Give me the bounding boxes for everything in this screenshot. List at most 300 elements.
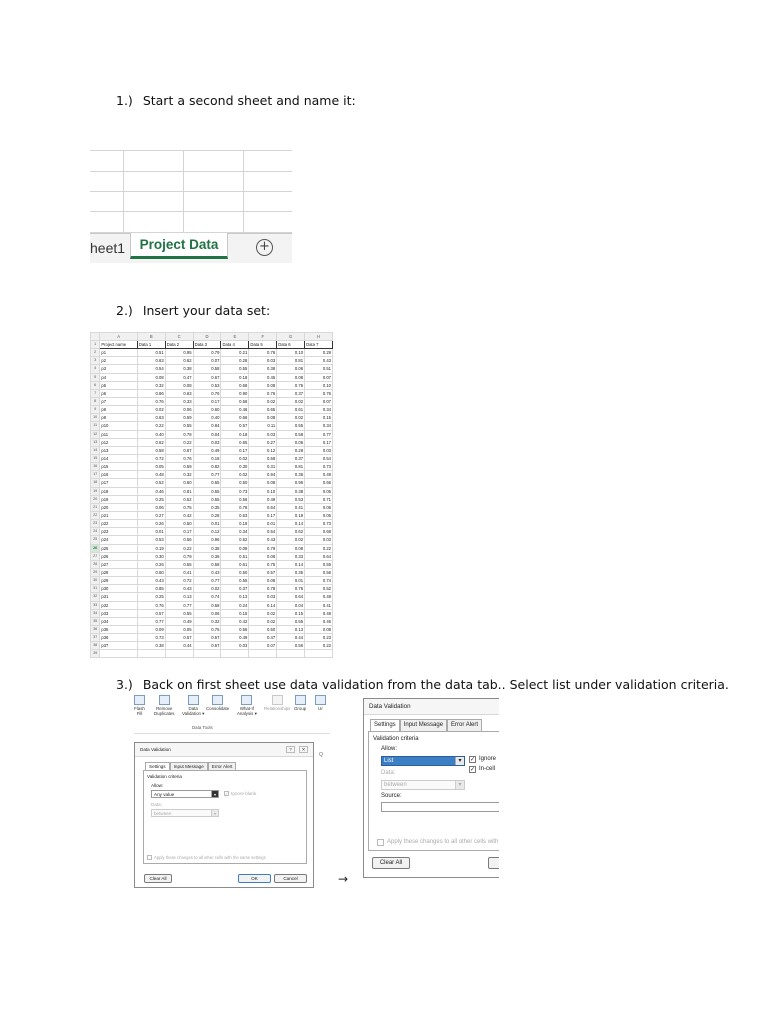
column-letter[interactable]: G — [277, 333, 305, 341]
data-cell[interactable]: p9 — [100, 414, 137, 422]
data-cell[interactable]: 0.02 — [221, 471, 249, 479]
data-cell[interactable]: p27 — [100, 560, 137, 568]
data-cell[interactable]: 0.58 — [221, 397, 249, 405]
data-cell[interactable]: 0.58 — [137, 446, 165, 454]
data-cell[interactable]: 0.58 — [193, 601, 221, 609]
data-cell[interactable]: p20 — [100, 503, 137, 511]
row-number[interactable]: 16 — [91, 463, 100, 471]
data-cell[interactable]: 0.06 — [305, 503, 333, 511]
data-cell[interactable]: 0.07 — [305, 373, 333, 381]
data-dropdown[interactable] — [151, 809, 219, 817]
row-number[interactable]: 34 — [91, 609, 100, 617]
data-cell[interactable]: p33 — [100, 609, 137, 617]
row-number[interactable]: 10 — [91, 414, 100, 422]
data-cell[interactable]: 0.01 — [193, 520, 221, 528]
data-cell[interactable]: 0.57 — [193, 642, 221, 650]
data-cell[interactable]: 0.55 — [165, 560, 193, 568]
data-cell[interactable]: 0.81 — [277, 463, 305, 471]
data-cell[interactable]: p1 — [100, 349, 137, 357]
column-letter[interactable]: D — [193, 333, 221, 341]
data-cell[interactable]: p13 — [100, 446, 137, 454]
data-cell[interactable]: 0.46 — [137, 487, 165, 495]
data-cell[interactable]: 0.18 — [221, 430, 249, 438]
data-cell[interactable]: 0.34 — [305, 406, 333, 414]
data-cell[interactable]: 0.47 — [165, 373, 193, 381]
data-cell[interactable]: 0.54 — [137, 365, 165, 373]
data-cell[interactable]: 0.03 — [221, 642, 249, 650]
row-number[interactable]: 38 — [91, 642, 100, 650]
ribbon-button-2[interactable] — [154, 695, 175, 716]
data-cell[interactable]: 0.66 — [305, 479, 333, 487]
data-cell[interactable]: 0.82 — [193, 463, 221, 471]
data-cell[interactable]: 0.47 — [249, 634, 277, 642]
data-cell[interactable]: p36 — [100, 634, 137, 642]
data-cell[interactable]: 0.57 — [137, 609, 165, 617]
data-cell[interactable]: 0.31 — [249, 463, 277, 471]
data-cell[interactable]: 0.22 — [137, 422, 165, 430]
data-cell[interactable]: 0.51 — [137, 349, 165, 357]
data-cell[interactable]: 0.58 — [249, 454, 277, 462]
data-cell[interactable]: 0.08 — [277, 373, 305, 381]
header-cell[interactable]: Data 3 — [193, 341, 221, 349]
data-cell[interactable]: 0.81 — [165, 487, 193, 495]
apply-all-checkbox[interactable] — [377, 839, 384, 846]
data-cell[interactable]: 0.52 — [221, 536, 249, 544]
data-cell[interactable]: 0.68 — [305, 528, 333, 536]
data-cell[interactable]: 0.17 — [305, 438, 333, 446]
tab-settings[interactable]: Settings — [370, 719, 400, 731]
tab-input-message[interactable]: Input Message — [170, 762, 208, 770]
data-cell[interactable]: 0.85 — [137, 585, 165, 593]
data-cell[interactable]: p22 — [100, 520, 137, 528]
data-cell[interactable]: 0.05 — [165, 625, 193, 633]
data-cell[interactable]: 0.38 — [165, 365, 193, 373]
data-cell[interactable]: 0.57 — [249, 568, 277, 576]
data-cell[interactable]: 0.49 — [249, 495, 277, 503]
data-cell[interactable] — [249, 650, 277, 658]
data-cell[interactable]: p29 — [100, 577, 137, 585]
tab-error-alert[interactable]: Error Alert — [447, 719, 482, 731]
data-cell[interactable]: p31 — [100, 593, 137, 601]
data-cell[interactable]: 0.43 — [193, 568, 221, 576]
data-cell[interactable]: p4 — [100, 373, 137, 381]
data-cell[interactable]: 0.49 — [221, 634, 249, 642]
data-cell[interactable]: 0.62 — [277, 528, 305, 536]
data-cell[interactable]: p2 — [100, 357, 137, 365]
ribbon-button-6[interactable] — [264, 695, 290, 711]
data-cell[interactable]: 0.48 — [137, 471, 165, 479]
clear-all-button[interactable]: Clear All — [372, 857, 410, 869]
data-cell[interactable]: 0.32 — [165, 471, 193, 479]
chevron-down-icon[interactable]: ▾ — [455, 781, 464, 789]
data-cell[interactable]: 0.41 — [165, 568, 193, 576]
data-cell[interactable]: 0.13 — [165, 593, 193, 601]
header-cell[interactable]: Data 5 — [249, 341, 277, 349]
close-icon[interactable]: ✕ — [299, 746, 308, 753]
data-cell[interactable]: 0.40 — [137, 430, 165, 438]
ribbon-button-1[interactable] — [134, 695, 145, 716]
data-cell[interactable]: 0.76 — [277, 381, 305, 389]
data-cell[interactable]: 0.02 — [249, 397, 277, 405]
data-cell[interactable]: 0.21 — [221, 349, 249, 357]
data-cell[interactable]: 0.95 — [165, 349, 193, 357]
data-cell[interactable]: 0.22 — [305, 642, 333, 650]
data-cell[interactable]: 0.55 — [193, 495, 221, 503]
data-cell[interactable]: 0.12 — [193, 528, 221, 536]
row-number[interactable]: 4 — [91, 365, 100, 373]
row-number[interactable]: 23 — [91, 520, 100, 528]
data-cell[interactable]: 0.37 — [221, 585, 249, 593]
data-cell[interactable]: p14 — [100, 454, 137, 462]
row-number[interactable]: 13 — [91, 438, 100, 446]
data-cell[interactable]: 0.05 — [305, 487, 333, 495]
data-cell[interactable]: p19 — [100, 495, 137, 503]
data-cell[interactable]: p18 — [100, 487, 137, 495]
row-number[interactable]: 7 — [91, 389, 100, 397]
in-cell-dropdown-checkbox[interactable]: ✓ — [470, 767, 476, 773]
data-cell[interactable]: 0.44 — [165, 642, 193, 650]
data-cell[interactable]: 0.28 — [277, 446, 305, 454]
data-cell[interactable]: 0.68 — [221, 381, 249, 389]
tab-input-message[interactable]: Input Message — [400, 719, 447, 731]
data-cell[interactable]: 0.42 — [221, 617, 249, 625]
data-cell[interactable]: 0.01 — [137, 528, 165, 536]
data-cell[interactable]: 0.06 — [277, 365, 305, 373]
data-cell[interactable]: 0.42 — [165, 511, 193, 519]
data-cell[interactable]: 0.73 — [305, 463, 333, 471]
data-cell[interactable]: 0.18 — [193, 454, 221, 462]
data-cell[interactable]: 0.57 — [165, 634, 193, 642]
column-letter[interactable]: E — [221, 333, 249, 341]
data-cell[interactable] — [305, 650, 333, 658]
data-cell[interactable]: p15 — [100, 463, 137, 471]
data-cell[interactable]: 0.63 — [137, 414, 165, 422]
data-cell[interactable] — [165, 650, 193, 658]
cancel-button[interactable]: Cancel — [274, 874, 307, 883]
data-cell[interactable]: 0.10 — [249, 487, 277, 495]
data-cell[interactable] — [137, 650, 165, 658]
data-cell[interactable]: 0.60 — [193, 406, 221, 414]
data-cell[interactable] — [100, 650, 137, 658]
data-cell[interactable]: 0.08 — [305, 625, 333, 633]
data-cell[interactable]: 0.61 — [221, 560, 249, 568]
data-cell[interactable]: 0.15 — [305, 414, 333, 422]
row-number[interactable]: 21 — [91, 503, 100, 511]
data-cell[interactable]: 0.35 — [193, 503, 221, 511]
data-cell[interactable]: 0.73 — [137, 634, 165, 642]
data-cell[interactable]: p6 — [100, 389, 137, 397]
data-cell[interactable]: 0.17 — [193, 397, 221, 405]
data-cell[interactable]: 0.46 — [221, 406, 249, 414]
data-cell[interactable]: 0.30 — [221, 463, 249, 471]
data-cell[interactable]: 0.53 — [137, 536, 165, 544]
allow-dropdown[interactable] — [381, 756, 465, 766]
row-number[interactable]: 24 — [91, 528, 100, 536]
data-cell[interactable]: 0.77 — [193, 471, 221, 479]
data-cell[interactable]: p24 — [100, 536, 137, 544]
data-cell[interactable]: 0.63 — [137, 357, 165, 365]
data-cell[interactable]: 0.06 — [137, 503, 165, 511]
data-cell[interactable]: 0.38 — [193, 544, 221, 552]
data-cell[interactable]: 0.73 — [305, 520, 333, 528]
data-cell[interactable]: 0.49 — [305, 471, 333, 479]
data-cell[interactable]: 0.64 — [277, 593, 305, 601]
data-cell[interactable]: 0.52 — [137, 479, 165, 487]
data-cell[interactable]: 0.48 — [305, 609, 333, 617]
data-cell[interactable]: 0.65 — [221, 438, 249, 446]
data-cell[interactable]: 0.07 — [249, 642, 277, 650]
data-cell[interactable]: 0.18 — [221, 373, 249, 381]
row-number[interactable]: 5 — [91, 373, 100, 381]
data-cell[interactable]: 0.14 — [277, 560, 305, 568]
data-cell[interactable]: 0.02 — [277, 536, 305, 544]
data-cell[interactable]: 0.22 — [165, 544, 193, 552]
ribbon-button-7[interactable] — [294, 695, 306, 711]
source-input[interactable] — [381, 802, 499, 812]
data-cell[interactable]: 0.79 — [165, 552, 193, 560]
data-cell[interactable]: 0.37 — [277, 454, 305, 462]
data-cell[interactable]: p35 — [100, 625, 137, 633]
data-cell[interactable]: 0.58 — [193, 560, 221, 568]
data-cell[interactable]: 0.22 — [305, 544, 333, 552]
data-cell[interactable]: 0.03 — [249, 357, 277, 365]
data-cell[interactable]: 0.19 — [277, 511, 305, 519]
data-cell[interactable]: 0.26 — [137, 560, 165, 568]
data-cell[interactable]: 0.63 — [165, 389, 193, 397]
data-cell[interactable]: 0.08 — [137, 373, 165, 381]
column-letter[interactable] — [91, 333, 100, 341]
data-cell[interactable]: 0.75 — [165, 503, 193, 511]
data-cell[interactable]: 0.04 — [193, 430, 221, 438]
data-cell[interactable]: 0.02 — [221, 454, 249, 462]
data-cell[interactable]: 0.01 — [249, 520, 277, 528]
data-cell[interactable]: 0.50 — [165, 520, 193, 528]
data-cell[interactable]: 0.81 — [277, 357, 305, 365]
data-cell[interactable] — [277, 650, 305, 658]
data-cell[interactable]: 0.59 — [165, 463, 193, 471]
data-cell[interactable]: 0.60 — [165, 479, 193, 487]
row-number[interactable]: 2 — [91, 349, 100, 357]
data-cell[interactable] — [221, 650, 249, 658]
data-cell[interactable]: 0.77 — [137, 617, 165, 625]
data-cell[interactable]: 0.02 — [277, 414, 305, 422]
data-cell[interactable]: 0.06 — [277, 438, 305, 446]
data-cell[interactable]: p16 — [100, 471, 137, 479]
row-number[interactable]: 35 — [91, 617, 100, 625]
data-cell[interactable]: 0.03 — [249, 430, 277, 438]
data-cell[interactable]: 0.05 — [137, 463, 165, 471]
row-number[interactable]: 1 — [91, 341, 100, 349]
data-cell[interactable]: 0.32 — [137, 381, 165, 389]
data-cell[interactable]: 0.55 — [221, 365, 249, 373]
row-number[interactable]: 27 — [91, 552, 100, 560]
data-cell[interactable]: 0.65 — [249, 406, 277, 414]
data-cell[interactable]: 0.10 — [305, 381, 333, 389]
sheet-tab-project-data[interactable]: Project Data — [130, 233, 228, 259]
data-cell[interactable]: 0.75 — [249, 560, 277, 568]
data-cell[interactable]: 0.78 — [165, 430, 193, 438]
row-number[interactable]: 17 — [91, 471, 100, 479]
data-cell[interactable]: 0.76 — [165, 454, 193, 462]
data-cell[interactable]: 0.27 — [249, 438, 277, 446]
data-cell[interactable]: 0.28 — [193, 511, 221, 519]
data-cell[interactable]: 0.43 — [249, 536, 277, 544]
data-cell[interactable]: 0.78 — [249, 585, 277, 593]
row-number[interactable]: 6 — [91, 381, 100, 389]
data-cell[interactable]: 0.04 — [277, 601, 305, 609]
header-cell[interactable]: Data 1 — [137, 341, 165, 349]
data-cell[interactable]: 0.26 — [137, 520, 165, 528]
tab-error-alert[interactable]: Error Alert — [208, 762, 237, 770]
row-number[interactable]: 20 — [91, 495, 100, 503]
ok-button[interactable]: OK — [238, 874, 271, 883]
data-cell[interactable]: 0.32 — [193, 617, 221, 625]
chevron-down-icon[interactable]: ▾ — [211, 791, 218, 797]
data-cell[interactable]: 0.57 — [221, 422, 249, 430]
data-cell[interactable]: 0.49 — [193, 446, 221, 454]
data-cell[interactable]: p10 — [100, 422, 137, 430]
data-cell[interactable]: 0.76 — [137, 397, 165, 405]
data-cell[interactable]: 0.02 — [249, 617, 277, 625]
data-cell[interactable]: p12 — [100, 438, 137, 446]
header-cell[interactable]: Data 6 — [277, 341, 305, 349]
data-cell[interactable]: 0.77 — [193, 577, 221, 585]
ignore-blank-checkbox[interactable]: ✓ — [470, 757, 476, 763]
data-cell[interactable]: 0.55 — [221, 577, 249, 585]
tab-settings[interactable]: Settings — [145, 762, 170, 770]
data-cell[interactable]: 0.03 — [305, 536, 333, 544]
data-cell[interactable]: 0.56 — [165, 536, 193, 544]
data-cell[interactable]: 0.76 — [249, 389, 277, 397]
data-cell[interactable]: 0.38 — [137, 642, 165, 650]
data-cell[interactable]: 0.63 — [221, 511, 249, 519]
data-cell[interactable]: 0.28 — [221, 357, 249, 365]
data-cell[interactable]: p21 — [100, 511, 137, 519]
data-cell[interactable]: 0.08 — [221, 544, 249, 552]
data-cell[interactable]: 0.48 — [305, 593, 333, 601]
data-cell[interactable]: 0.55 — [165, 609, 193, 617]
data-cell[interactable]: 0.84 — [193, 422, 221, 430]
data-cell[interactable]: 0.67 — [165, 446, 193, 454]
data-cell[interactable]: 0.86 — [137, 389, 165, 397]
row-number[interactable]: 39 — [91, 650, 100, 658]
data-cell[interactable]: 0.72 — [165, 577, 193, 585]
data-cell[interactable]: 0.62 — [165, 357, 193, 365]
data-cell[interactable]: 0.67 — [193, 373, 221, 381]
header-cell[interactable]: Data 7 — [305, 341, 333, 349]
data-cell[interactable]: 0.60 — [137, 568, 165, 576]
data-cell[interactable]: 0.56 — [221, 625, 249, 633]
data-cell[interactable]: p28 — [100, 568, 137, 576]
data-cell[interactable]: p26 — [100, 552, 137, 560]
data-cell[interactable]: 0.53 — [193, 381, 221, 389]
data-cell[interactable]: 0.61 — [277, 406, 305, 414]
data-cell[interactable]: 0.51 — [221, 552, 249, 560]
data-cell[interactable]: 0.18 — [221, 520, 249, 528]
apply-all-checkbox[interactable] — [147, 855, 152, 860]
data-cell[interactable]: 0.15 — [277, 609, 305, 617]
row-number[interactable]: 14 — [91, 446, 100, 454]
data-cell[interactable]: 0.51 — [305, 365, 333, 373]
data-cell[interactable]: 0.02 — [249, 609, 277, 617]
data-cell[interactable]: 0.22 — [165, 438, 193, 446]
data-cell[interactable]: 0.03 — [305, 446, 333, 454]
column-letter[interactable]: F — [249, 333, 277, 341]
data-cell[interactable]: 0.08 — [249, 479, 277, 487]
data-cell[interactable]: 0.55 — [193, 487, 221, 495]
chevron-down-icon[interactable]: ▾ — [455, 757, 464, 765]
data-cell[interactable]: 0.33 — [277, 552, 305, 560]
column-letter[interactable]: A — [100, 333, 137, 341]
data-cell[interactable]: 0.43 — [165, 585, 193, 593]
data-cell[interactable]: 0.06 — [165, 406, 193, 414]
data-cell[interactable]: 0.25 — [137, 495, 165, 503]
data-cell[interactable]: 0.73 — [221, 487, 249, 495]
data-cell[interactable]: 0.36 — [193, 552, 221, 560]
data-cell[interactable]: 0.50 — [221, 479, 249, 487]
data-cell[interactable]: 0.94 — [249, 471, 277, 479]
clear-all-button[interactable]: Clear All — [144, 874, 172, 883]
data-cell[interactable]: 0.14 — [277, 520, 305, 528]
data-dropdown[interactable] — [381, 780, 465, 790]
data-cell[interactable]: 0.62 — [137, 438, 165, 446]
row-number[interactable]: 30 — [91, 577, 100, 585]
data-cell[interactable]: 0.40 — [193, 414, 221, 422]
data-cell[interactable]: 0.56 — [277, 642, 305, 650]
data-cell[interactable]: 0.09 — [137, 625, 165, 633]
row-number[interactable]: 18 — [91, 479, 100, 487]
row-number[interactable]: 37 — [91, 634, 100, 642]
ribbon-button-4[interactable] — [206, 695, 229, 711]
data-cell[interactable]: 0.79 — [193, 349, 221, 357]
data-cell[interactable]: 0.74 — [193, 593, 221, 601]
data-cell[interactable]: 0.07 — [305, 397, 333, 405]
data-cell[interactable]: 0.54 — [249, 528, 277, 536]
data-cell[interactable]: 0.05 — [305, 511, 333, 519]
data-cell[interactable]: p32 — [100, 601, 137, 609]
data-cell[interactable]: p25 — [100, 544, 137, 552]
data-cell[interactable]: 0.38 — [277, 487, 305, 495]
data-cell[interactable]: 0.54 — [305, 454, 333, 462]
data-cell[interactable]: 0.13 — [277, 625, 305, 633]
data-cell[interactable]: p5 — [100, 381, 137, 389]
data-cell[interactable]: 0.50 — [249, 625, 277, 633]
data-cell[interactable]: 0.23 — [305, 634, 333, 642]
data-cell[interactable]: 0.55 — [165, 422, 193, 430]
header-cell[interactable]: Data 4 — [221, 341, 249, 349]
data-cell[interactable]: 0.01 — [277, 577, 305, 585]
row-number[interactable]: 3 — [91, 357, 100, 365]
data-cell[interactable]: 0.76 — [249, 349, 277, 357]
data-cell[interactable]: 0.14 — [249, 601, 277, 609]
data-cell[interactable]: 0.43 — [305, 357, 333, 365]
data-cell[interactable]: 0.71 — [305, 495, 333, 503]
data-cell[interactable]: 0.24 — [221, 601, 249, 609]
data-cell[interactable]: 0.27 — [137, 511, 165, 519]
column-letter[interactable]: C — [165, 333, 193, 341]
ok-button[interactable] — [488, 857, 499, 869]
data-cell[interactable]: 0.34 — [221, 528, 249, 536]
header-cell[interactable]: Data 2 — [165, 341, 193, 349]
data-cell[interactable] — [193, 650, 221, 658]
data-cell[interactable]: 0.45 — [249, 373, 277, 381]
data-cell[interactable]: 0.50 — [221, 568, 249, 576]
data-cell[interactable]: 0.07 — [193, 357, 221, 365]
data-cell[interactable]: 0.38 — [249, 365, 277, 373]
data-cell[interactable]: 0.12 — [249, 446, 277, 454]
data-cell[interactable]: 0.90 — [221, 389, 249, 397]
row-number[interactable]: 29 — [91, 568, 100, 576]
